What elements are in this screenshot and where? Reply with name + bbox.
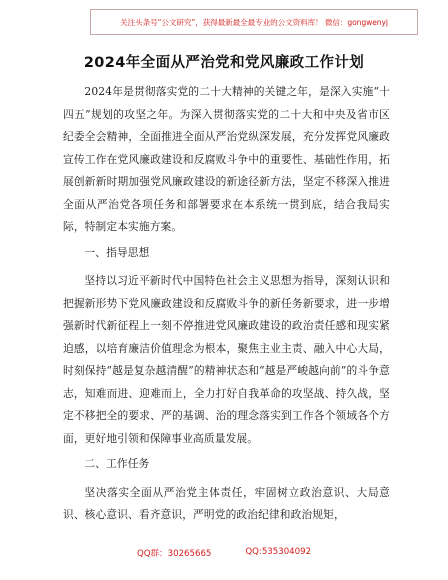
qq-group-number: QQ群：30265665	[136, 549, 212, 559]
section-paragraph-guiding-ideology: 坚持以习近平新时代中国特色社会主义思想为指导，深刻认识和把握新形势下党风廉政建设和反腐败斗争的新任务新要求，进一步增强新时代新征程上一刻不停推进党风廉政建设的政治责任感和现实紧迫感，以培育廉洁价值理念为根本，聚焦主业主责、融入中心大局，时刻保持“越是复杂越清醒”的精神状态和“越是严峻越向前”的斗争意志，知难而进、迎难而上，全力打好自我革命的攻坚战、持久战，坚定不移把全的要求、严的基调、治的理念落实到工作各个领域各个方面，更好地引领和保障事业高质量发展。	[63, 274, 390, 445]
contact-footer	[0, 547, 448, 559]
intro-paragraph: 2024年是贯彻落实党的二十大精神的关键之年，是深入实施“十四五”规划的攻坚之年。为深入贯彻落实党的二十大和中央及省市区纪委全会精神，全面推进全面从严治党纵深发展，充分发挥党风廉政宣传工作在党风廉政建设和反腐败斗争中的重要性、基础性作用，拓展创新新时期加强党风廉政建设的新途径新方法，坚定不移深入推进全面从严治党各项任务和部署要求在本系统一贯到底，结合我局实际，特制定本实施方案。	[63, 85, 390, 233]
promo-banner-text: 关注头条号“公文研究”，获得最新最全最专业的公文资料库！ 微信：gongwenyj	[120, 17, 388, 27]
section-heading-guiding-ideology: 一、指导思想	[84, 245, 150, 259]
promo-banner	[90, 9, 418, 35]
section-heading-work-tasks: 二、工作任务	[84, 457, 150, 470]
section-paragraph-work-tasks: 坚决落实全面从严治党主体责任，牢固树立政治意识、大局意识、核心意识、看齐意识，严明党的政治纪律和政治规矩，	[63, 485, 390, 521]
qq-number: QQ:535304092	[245, 547, 312, 557]
document-body	[63, 81, 390, 530]
document-title: 2024年全面从严治党和党风廉政工作计划	[83, 55, 365, 71]
